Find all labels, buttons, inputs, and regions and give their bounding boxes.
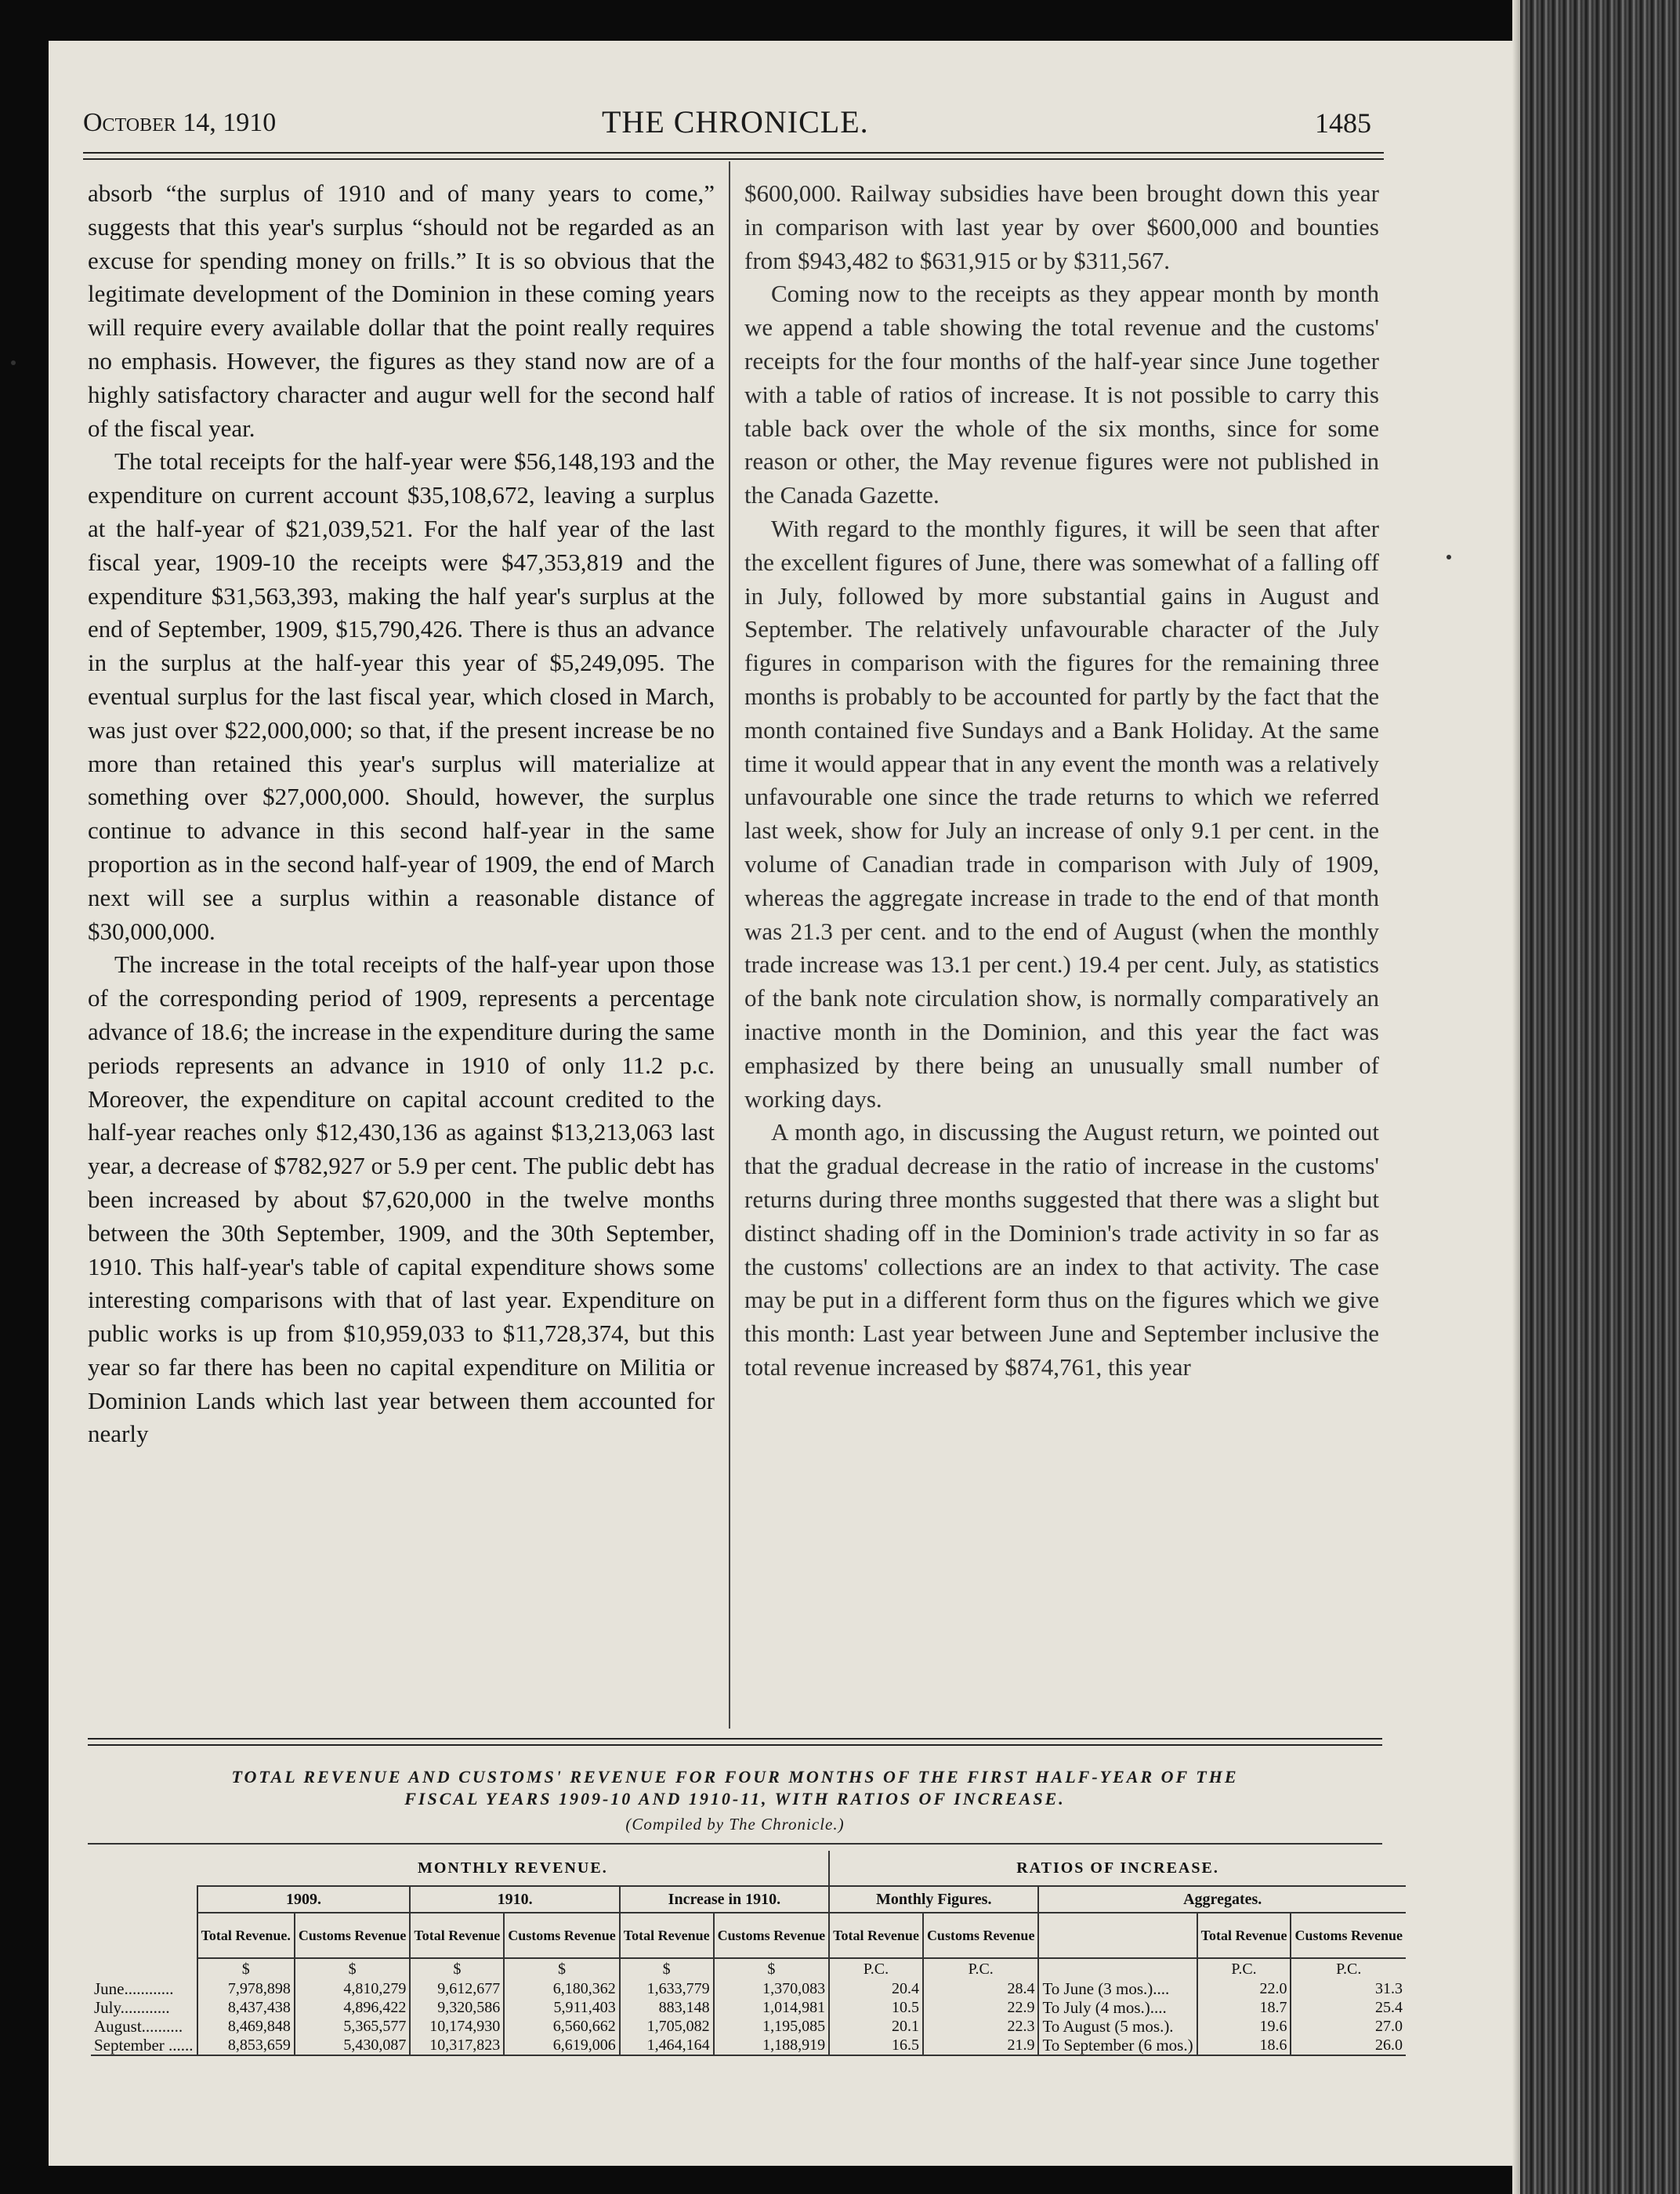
total-increase: 1,633,779 (620, 1979, 714, 1998)
monthly-total-pc: 16.5 (829, 2036, 923, 2055)
ratios-heading: RATIOS OF INCREASE. (829, 1851, 1406, 1886)
col-total-revenue: Total Revenue. (197, 1913, 295, 1958)
unit-percent: P.C. (829, 1958, 923, 1979)
left-column (88, 177, 715, 1451)
monthly-total-pc: 20.1 (829, 2017, 923, 2036)
monthly-customs-pc: 28.4 (923, 1979, 1039, 1998)
total-1909: 8,853,659 (197, 2036, 295, 2055)
page-number: 1485 (1315, 107, 1371, 139)
year-1910-heading: 1910. (410, 1886, 619, 1913)
paragraph: $600,000. Railway subsidies have been brought down this year in comparison with last year by over $600,000 and bounties from $943,482 to $631,915 or by $311,567. (744, 179, 1379, 274)
unit-dollar: $ (197, 1958, 295, 1979)
unit-percent: P.C. (923, 1958, 1039, 1979)
aggregate-total-pc: 18.7 (1197, 1998, 1291, 2017)
paragraph: Coming now to the receipts as they appear month by month we append a table showing the total revenue and the customs' receipts for the four months of the half-year since June together with a table of ratios of increase. It is not possible to carry this table back over the whole of the six months, since for some reason or other, the May revenue figures were not published in the Canada Gazette. (744, 280, 1379, 509)
table-row-august (91, 2017, 1406, 2036)
table-row-july (91, 1998, 1406, 2017)
total-1910: 9,612,677 (410, 1979, 504, 1998)
page-header (83, 100, 1371, 147)
total-increase: 1,464,164 (620, 2036, 714, 2055)
customs-increase: 1,188,919 (714, 2036, 830, 2055)
col-customs-revenue: Customs Revenue (714, 1913, 830, 1958)
month-label: July............ (94, 1998, 170, 2017)
table-title-line: TOTAL REVENUE AND CUSTOMS' REVENUE FOR FOUR MONTHS OF THE FIRST HALF-YEAR OF THE (231, 1767, 1239, 1787)
aggregate-total-pc: 18.6 (1197, 2036, 1291, 2055)
monthly-customs-pc: 22.3 (923, 2017, 1039, 2036)
table-top-rule (88, 1738, 1382, 1746)
total-increase: 1,705,082 (620, 2017, 714, 2036)
group-header-row (91, 1851, 1406, 1886)
monthly-total-pc: 20.4 (829, 1979, 923, 1998)
col-customs-revenue: Customs Revenue (1291, 1913, 1406, 1958)
revenue-table (91, 1851, 1406, 2056)
column-divider (729, 161, 730, 1729)
paragraph: With regard to the monthly figures, it will be seen that after the excellent figures of June, there was somewhat of a falling off in July, followed by more substantial gains in August and September. The relatively unfavourable character of the July figures in comparison with the figures for the remaining three months is probably to be accounted for partly by the fact that the month contained five Sundays and a Bank Holiday. At the same time it would appear that in any event the month was a relatively unfavourable one since the trade returns to which we referred last week, show for July an increase of only 9.1 per cent. in the volume of Canadian trade in comparison with July of 1909, whereas the aggregate increase in trade to the end of that month was 21.3 per cent. and to the end of August (when the monthly trade increase was 13.1 per cent.) 19.4 per cent. July, as statistics of the bank note circulation show, is normally comparatively an inactive month in the Dominion, and this year the fact was emphasized by there being an unusually small number of working days. (744, 514, 1379, 1113)
customs-1910: 6,180,362 (504, 1979, 620, 1998)
blank-cell (91, 1958, 197, 1979)
book-binding (1520, 0, 1680, 2194)
customs-1910: 6,619,006 (504, 2036, 620, 2055)
aggregate-label: To July (4 mos.).... (1038, 1998, 1197, 2017)
col-total-revenue: Total Revenue (1197, 1913, 1291, 1958)
aggregate-label: To September (6 mos.) (1038, 2036, 1197, 2055)
aggregate-total-pc: 22.0 (1197, 1979, 1291, 1998)
blank-cell (91, 1851, 197, 1886)
ink-speck (11, 360, 16, 365)
issue-date: October 14, 1910 (83, 108, 277, 137)
table-row-june (91, 1979, 1406, 1998)
ink-speck (1446, 555, 1451, 559)
total-1910: 10,317,823 (410, 2036, 504, 2055)
blank-cell (1038, 1913, 1197, 1958)
customs-increase: 1,195,085 (714, 2017, 830, 2036)
table-credit: (Compiled by The Chronicle.) (625, 1815, 845, 1834)
paragraph: The total receipts for the half-year were $56,148,193 and the expenditure on current account $35,108,672, leaving a surplus at the half-year of $21,039,521. For the half year of the last fiscal year, 1909-10 the receipts were $47,353,819 and the expenditure $31,563,393, making the half year's surplus at the end of September, 1909, $15,790,426. There is thus an advance in the surplus at the half-year this year of $5,249,095. The eventual surplus for the last fiscal year, which closed in March, was just over $22,000,000; so that, if the present increase be no more than retained this year's surplus will materialize at something over $27,000,000. Should, however, the surplus continue to advance in this second half-year in the same proportion as in the second half-year of 1909, the end of March next will see a surplus within a reasonable distance of $30,000,000. (88, 447, 715, 945)
blank-cell (91, 1913, 197, 1958)
aggregates-heading: Aggregates. (1038, 1886, 1406, 1913)
monthly-figures-heading: Monthly Figures. (829, 1886, 1038, 1913)
column-header-row (91, 1913, 1406, 1958)
table-title-line: FISCAL YEARS 1909-10 AND 1910-11, WITH RATIOS OF INCREASE. (404, 1789, 1066, 1808)
right-column (744, 177, 1379, 1385)
paragraph: A month ago, in discussing the August return, we pointed out that the gradual decrease in the ratio of increase in the customs' returns during three months suggested that there was a slight but distinct shading off in the Dominion's trade activity in so far as the customs' collections are an index to that activity. The case may be put in a different form thus on the figures which we give this month: Last year between June and September inclusive the total revenue increased by $874,761, this year (744, 1118, 1379, 1381)
table-row-september (91, 2036, 1406, 2055)
aggregate-customs-pc: 27.0 (1291, 2017, 1406, 2036)
year-header-row (91, 1886, 1406, 1913)
aggregate-customs-pc: 31.3 (1291, 1979, 1406, 1998)
total-1909: 8,469,848 (197, 2017, 295, 2036)
total-increase: 883,148 (620, 1998, 714, 2017)
aggregate-customs-pc: 26.0 (1291, 2036, 1406, 2055)
customs-increase: 1,370,083 (714, 1979, 830, 1998)
customs-1909: 5,430,087 (295, 2036, 411, 2055)
total-1909: 8,437,438 (197, 1998, 295, 2017)
monthly-customs-pc: 21.9 (923, 2036, 1039, 2055)
customs-1910: 5,911,403 (504, 1998, 620, 2017)
unit-percent: P.C. (1291, 1958, 1406, 1979)
paragraph: The increase in the total receipts of the half-year upon those of the corresponding period of 1909, represents a percentage advance of 18.6; the increase in the expenditure during the same periods represents an advance in 1910 of only 11.2 p.c. Moreover, the expenditure on capital account credited to the half-year reaches only $12,430,136 as against $13,213,063 last year, a decrease of $782,927 or 5.9 per cent. The public debt has been increased by about $7,620,000 in the twelve months between the 30th September, 1909, and the 30th September, 1910. This half-year's table of capital expenditure shows some interesting comparisons with that of last year. Expenditure on public works is up from $10,959,033 to $11,728,374, but this year so far there has been no capital expenditure on Militia or Dominion Lands which last year between them accounted for nearly (88, 950, 715, 1448)
customs-1909: 4,896,422 (295, 1998, 411, 2017)
month-label: September ...... (91, 2036, 197, 2055)
col-total-revenue: Total Revenue (410, 1913, 504, 1958)
aggregate-customs-pc: 25.4 (1291, 1998, 1406, 2017)
unit-dollar: $ (410, 1958, 504, 1979)
customs-1909: 5,365,577 (295, 2017, 411, 2036)
customs-1909: 4,810,279 (295, 1979, 411, 1998)
unit-percent: P.C. (1197, 1958, 1291, 1979)
monthly-revenue-heading: MONTHLY REVENUE. (197, 1851, 830, 1886)
col-customs-revenue: Customs Revenue (923, 1913, 1039, 1958)
paragraph: absorb “the surplus of 1910 and of many years to come,” suggests that this year's surplus “should not be regarded as an excuse for spending money on frills.” It is so obvious that the legitimate development of the Dominion in these coming years will require every available dollar that the point really requires no emphasis. However, the figures as they stand now are of a highly satisfactory character and augur well for the second half of the fiscal year. (88, 179, 715, 442)
col-total-revenue: Total Revenue (620, 1913, 714, 1958)
month-label: August.......... (94, 2017, 183, 2036)
table-rule (88, 1843, 1382, 1845)
customs-1910: 6,560,662 (504, 2017, 620, 2036)
total-1909: 7,978,898 (197, 1979, 295, 1998)
blank-cell (91, 1886, 197, 1913)
unit-dollar: $ (295, 1958, 411, 1979)
total-1910: 10,174,930 (410, 2017, 504, 2036)
col-customs-revenue: Customs Revenue (295, 1913, 411, 1958)
customs-increase: 1,014,981 (714, 1998, 830, 2017)
monthly-total-pc: 10.5 (829, 1998, 923, 2017)
total-1910: 9,320,586 (410, 1998, 504, 2017)
unit-row (91, 1958, 1406, 1979)
col-total-revenue: Total Revenue (829, 1913, 923, 1958)
header-rule (83, 152, 1384, 160)
aggregate-label: To June (3 mos.).... (1038, 1979, 1197, 1998)
table-title (88, 1766, 1382, 1810)
month-label: June............ (94, 1979, 174, 1998)
aggregate-label: To August (5 mos.). (1038, 2017, 1197, 2036)
col-customs-revenue: Customs Revenue (504, 1913, 620, 1958)
aggregate-total-pc: 19.6 (1197, 2017, 1291, 2036)
publication-title: THE CHRONICLE. (602, 104, 869, 139)
blank-cell (1038, 1958, 1197, 1979)
unit-dollar: $ (620, 1958, 714, 1979)
unit-dollar: $ (504, 1958, 620, 1979)
year-1909-heading: 1909. (197, 1886, 411, 1913)
monthly-customs-pc: 22.9 (923, 1998, 1039, 2017)
unit-dollar: $ (714, 1958, 830, 1979)
increase-heading: Increase in 1910. (620, 1886, 829, 1913)
